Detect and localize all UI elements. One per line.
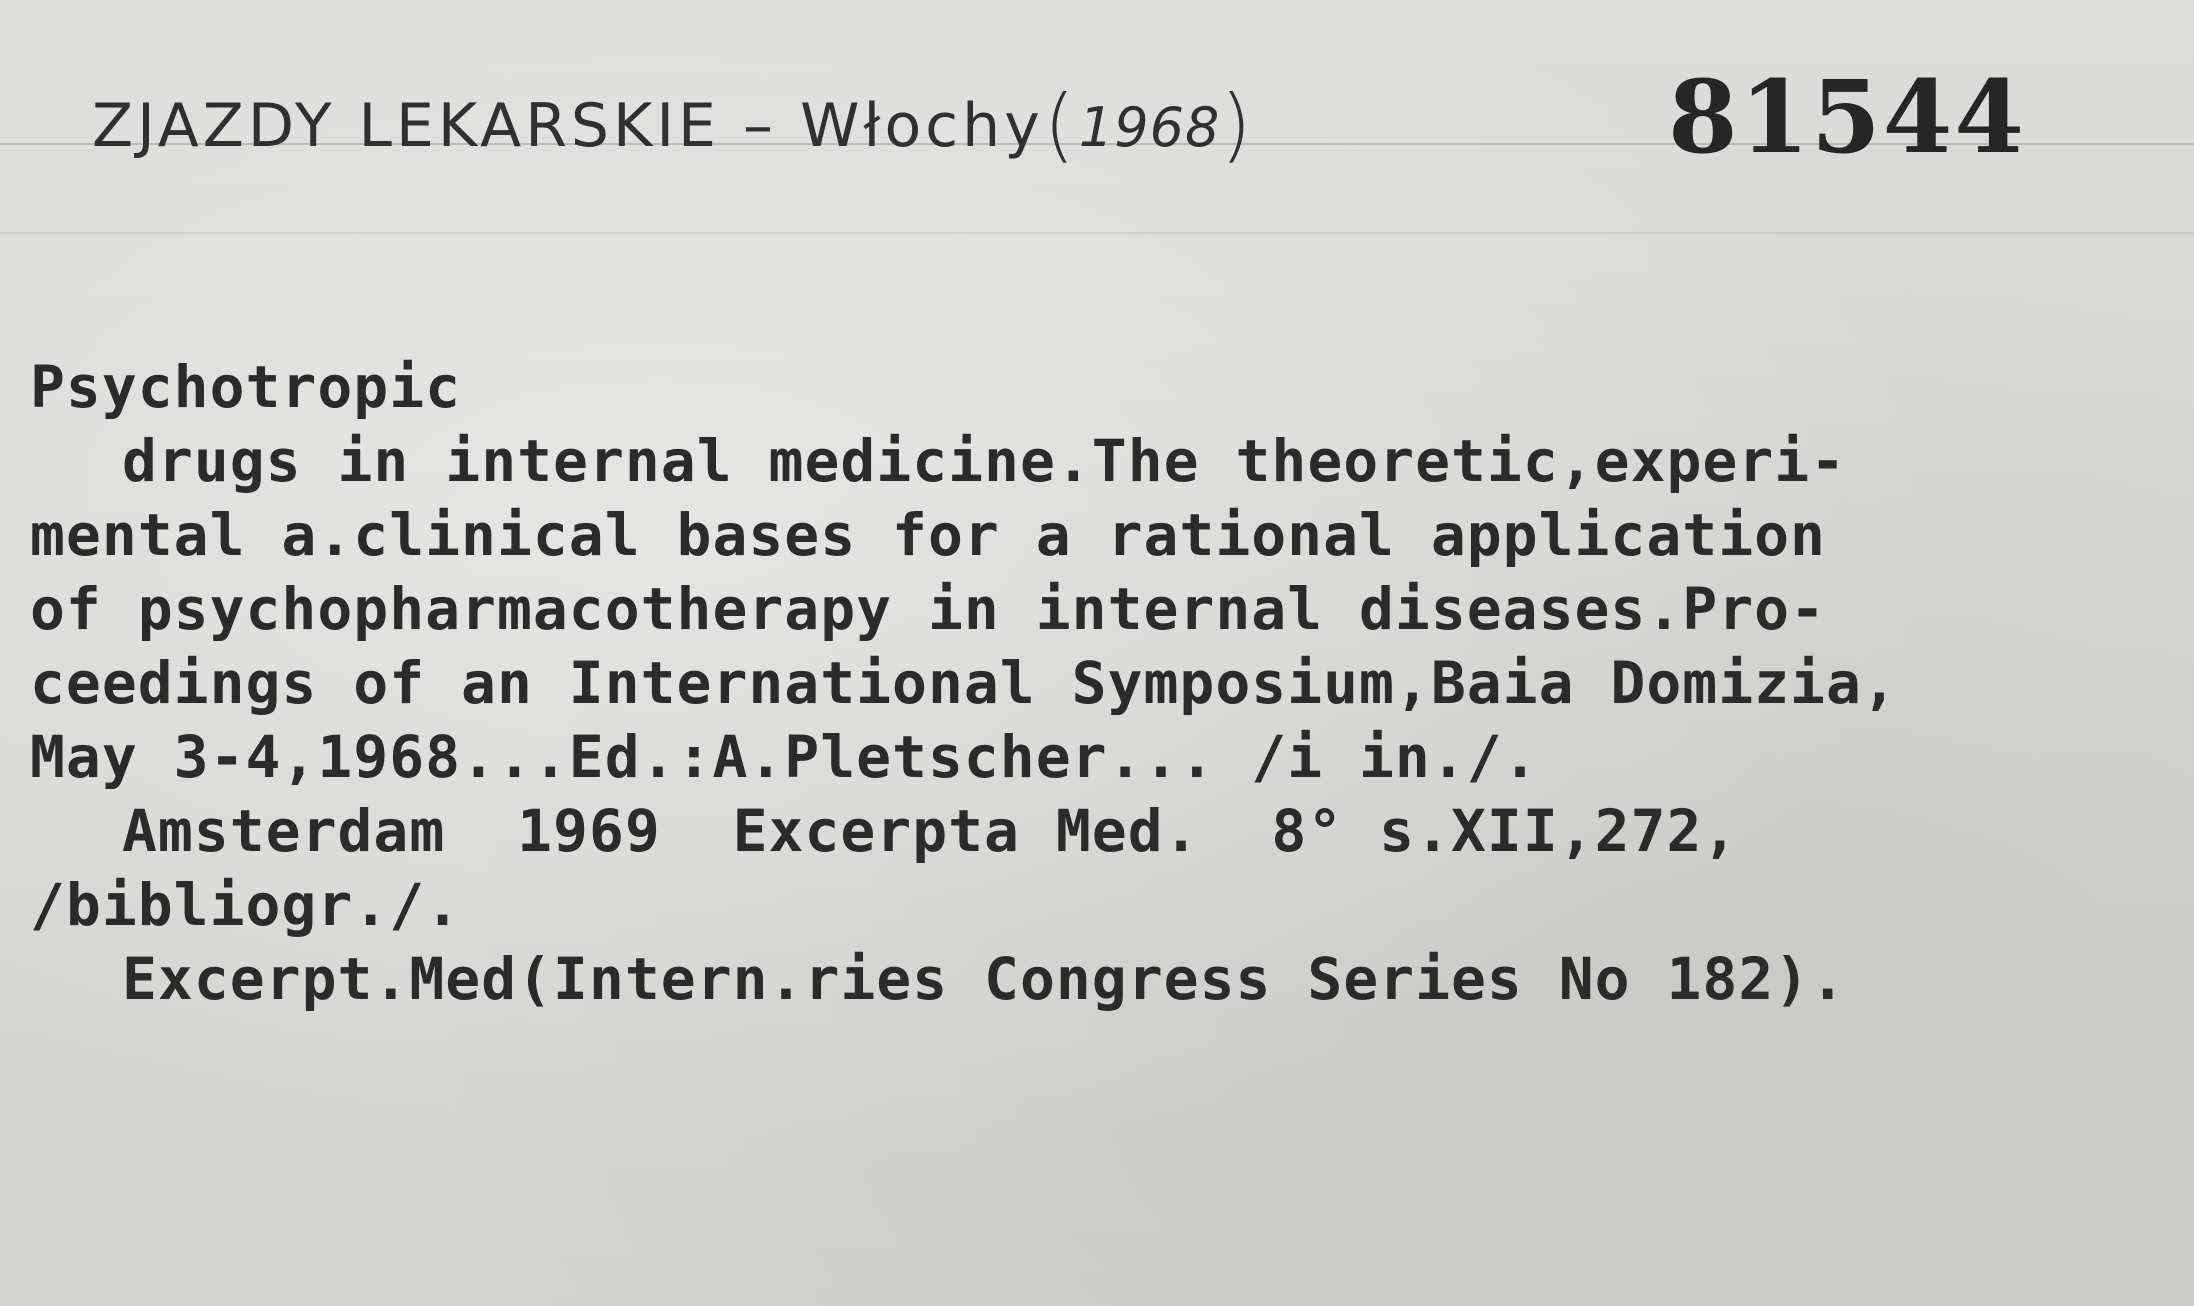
entry-line-imprint: Amsterdam 1969 Excerpta Med. 8° s.XII,272, [122, 797, 1739, 865]
entry-body [30, 350, 2170, 1016]
heading-year: 1968 [1078, 96, 1221, 159]
entry-line-title: Psychotropic [30, 353, 462, 421]
call-number: 81544 [1668, 58, 2026, 176]
faint-rule [0, 232, 2194, 234]
entry-line: mental a.clinical bases for a rational application [30, 501, 1826, 569]
entry-line: ceedings of an International Symposium,Baia Domizia, [30, 649, 1898, 717]
heading-separator: – [719, 91, 801, 161]
year-open-paren: ( [1043, 78, 1079, 171]
entry-line: May 3-4,1968...Ed.:A.Pletscher... /i in./. [30, 723, 1539, 791]
subject-text: ZJAZDY LEKARSKIE [92, 91, 720, 161]
entry-line: of psychopharmacotherapy in internal diseases.Pro- [30, 575, 1826, 643]
entry-line: /bibliogr./. [30, 871, 462, 939]
country-text: Włochy [800, 91, 1044, 161]
entry-line-series: Excerpt.Med(Intern.ries Congress Series No 182). [122, 945, 1847, 1013]
subject-heading [92, 78, 1256, 171]
year-close-paren: ) [1220, 78, 1256, 171]
entry-line: drugs in internal medicine.The theoretic,experi- [122, 427, 1847, 495]
